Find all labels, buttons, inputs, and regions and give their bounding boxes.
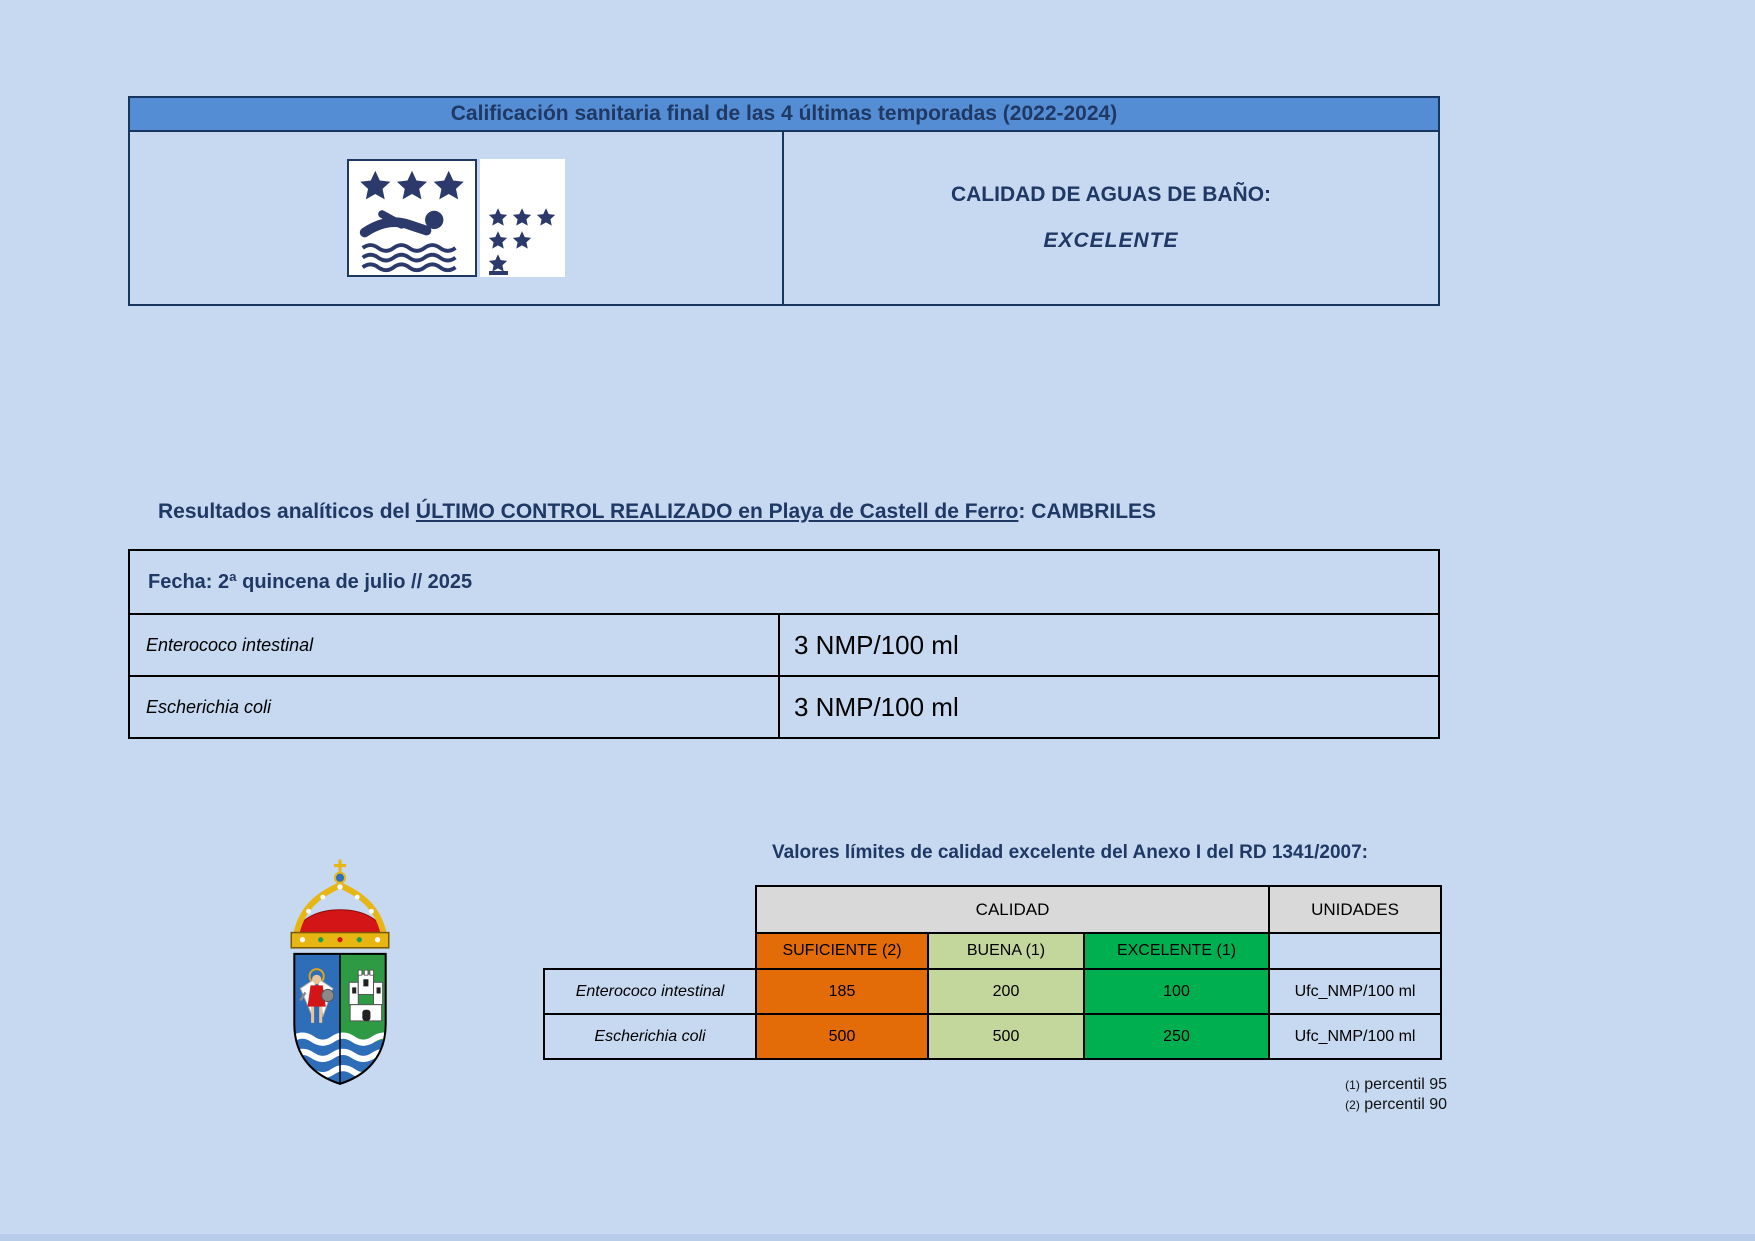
limit-value-buena: 500 — [928, 1014, 1084, 1059]
swimmer-three-star-icon — [347, 159, 477, 277]
municipal-coat-of-arms — [262, 828, 418, 1094]
level-header-excelente: EXCELENTE (1) — [1084, 933, 1269, 969]
limit-units: Ufc_NMP/100 ml — [1269, 1014, 1441, 1059]
table-row — [544, 1014, 1441, 1059]
sampling-date: Fecha: 2ª quincena de julio // 2025 — [148, 570, 473, 593]
quality-label: CALIDAD DE AGUAS DE BAÑO: — [950, 183, 1272, 206]
footnote — [1140, 1095, 1447, 1115]
footnote-text: percentil 90 — [1364, 1096, 1447, 1113]
limits-heading: Valores límites de calidad excelente del Anexo I del RD 1341/2007: — [772, 842, 1368, 863]
level-header-buena: BUENA (1) — [928, 933, 1084, 969]
season-classification-table — [128, 96, 1440, 306]
results-table — [128, 549, 1440, 739]
limit-value-suficiente: 500 — [756, 1014, 928, 1059]
results-heading-prefix: Resultados analíticos del — [158, 500, 416, 523]
limit-value-suficiente: 185 — [756, 969, 928, 1014]
limit-value-excelente: 250 — [1084, 1014, 1269, 1059]
results-heading — [158, 500, 1156, 524]
limits-table — [543, 885, 1440, 1060]
footnotes — [1140, 1075, 1447, 1115]
limit-parameter-name: Enterococo intestinal — [544, 969, 756, 1014]
parameter-name: Enterococo intestinal — [130, 615, 780, 675]
column-header-calidad: CALIDAD — [756, 886, 1269, 933]
table-row — [130, 613, 1438, 675]
season-table-title: Calificación sanitaria final de las 4 últimas temporadas (2022-2024) — [130, 98, 1438, 132]
season-quality-cell — [784, 132, 1438, 304]
limit-value-excelente: 100 — [1084, 969, 1269, 1014]
star-count-icon — [480, 159, 565, 277]
parameter-name: Escherichia coli — [130, 677, 780, 737]
results-heading-suffix: : CAMBRILES — [1018, 500, 1157, 523]
table-row — [130, 675, 1438, 737]
quality-value: EXCELENTE — [1043, 229, 1179, 252]
footnote-text: percentil 95 — [1364, 1076, 1447, 1093]
bathing-water-rating-logo — [347, 159, 565, 277]
parameter-value: 3 NMP/100 ml — [794, 629, 959, 660]
footnote-marker: (1) — [1345, 1078, 1360, 1092]
star-pyramid-icon — [480, 159, 565, 277]
results-heading-underlined: ÚLTIMO CONTROL REALIZADO en Playa de Castell de Ferro — [415, 500, 1019, 523]
limit-parameter-name: Escherichia coli — [544, 1014, 756, 1059]
parameter-value: 3 NMP/100 ml — [794, 691, 959, 722]
footnote — [1140, 1075, 1447, 1095]
level-header-empty — [1269, 933, 1441, 969]
limit-value-buena: 200 — [928, 969, 1084, 1014]
swimmer-icon — [349, 161, 475, 275]
season-logo-cell — [130, 132, 784, 304]
level-header-suficiente: SUFICIENTE (2) — [756, 933, 928, 969]
footnote-marker: (2) — [1345, 1098, 1360, 1112]
limit-units: Ufc_NMP/100 ml — [1269, 969, 1441, 1014]
table-row — [544, 969, 1441, 1014]
column-header-unidades: UNIDADES — [1269, 886, 1441, 933]
page-bottom-edge — [0, 1234, 1755, 1241]
